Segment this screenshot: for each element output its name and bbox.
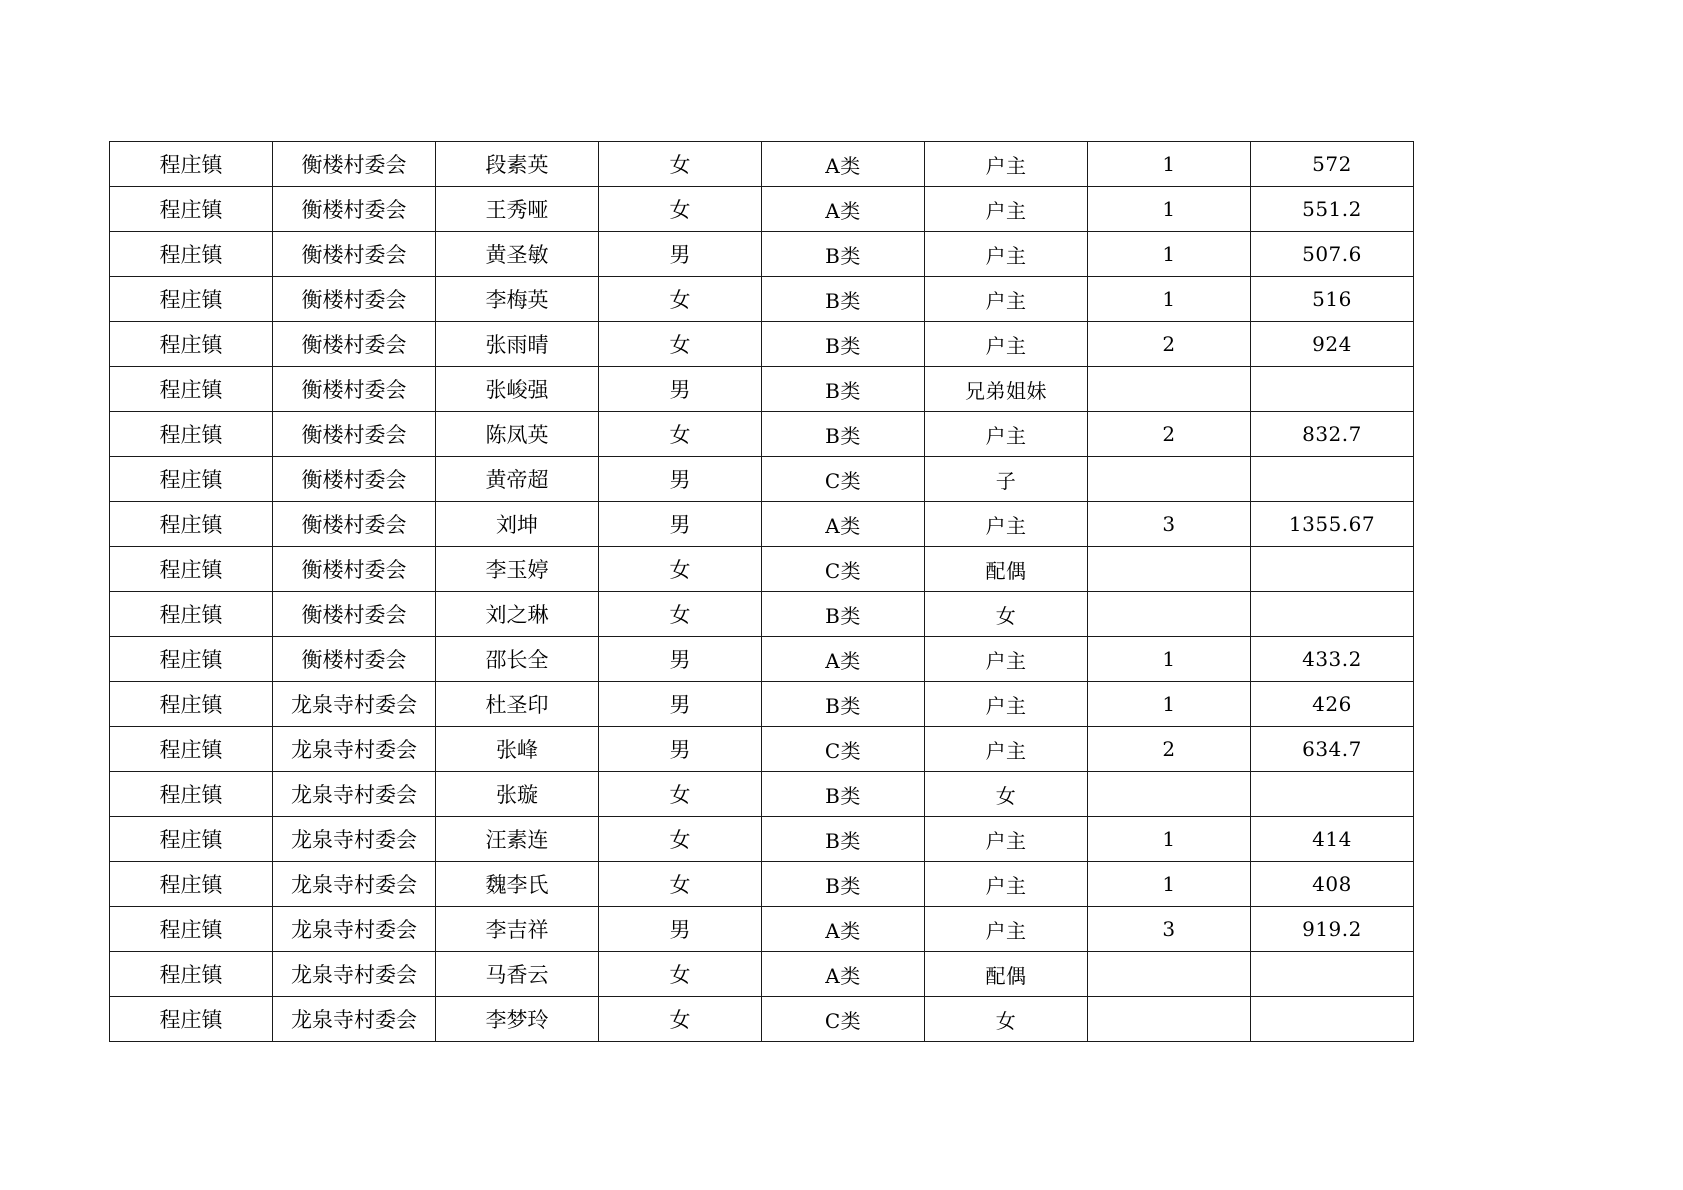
cell-town: 程庄镇 — [110, 322, 273, 367]
table-row — [110, 862, 1414, 907]
cell-gender: 女 — [599, 277, 762, 322]
cell-relation: 女 — [925, 997, 1088, 1042]
cell-household-size: 1 — [1088, 682, 1251, 727]
cell-gender: 男 — [599, 727, 762, 772]
cell-amount: 634.7 — [1251, 727, 1414, 772]
cell-gender: 男 — [599, 682, 762, 727]
cell-village: 衡楼村委会 — [273, 637, 436, 682]
cell-town: 程庄镇 — [110, 727, 273, 772]
cell-village: 衡楼村委会 — [273, 232, 436, 277]
cell-category: B类 — [762, 682, 925, 727]
cell-category: B类 — [762, 277, 925, 322]
cell-category: B类 — [762, 772, 925, 817]
cell-household-size — [1088, 457, 1251, 502]
cell-household-size — [1088, 952, 1251, 997]
cell-name: 段素英 — [436, 142, 599, 187]
cell-town: 程庄镇 — [110, 412, 273, 457]
cell-village: 衡楼村委会 — [273, 547, 436, 592]
cell-name: 李玉婷 — [436, 547, 599, 592]
cell-village: 龙泉寺村委会 — [273, 862, 436, 907]
cell-town: 程庄镇 — [110, 862, 273, 907]
cell-town: 程庄镇 — [110, 772, 273, 817]
cell-village: 龙泉寺村委会 — [273, 727, 436, 772]
cell-category: C类 — [762, 997, 925, 1042]
cell-town: 程庄镇 — [110, 907, 273, 952]
table-row — [110, 547, 1414, 592]
cell-relation: 配偶 — [925, 547, 1088, 592]
cell-gender: 女 — [599, 547, 762, 592]
cell-amount — [1251, 772, 1414, 817]
cell-gender: 女 — [599, 322, 762, 367]
cell-gender: 女 — [599, 817, 762, 862]
cell-town: 程庄镇 — [110, 682, 273, 727]
cell-category: A类 — [762, 142, 925, 187]
cell-town: 程庄镇 — [110, 232, 273, 277]
cell-name: 刘之琳 — [436, 592, 599, 637]
table-row — [110, 727, 1414, 772]
table-row — [110, 637, 1414, 682]
cell-relation: 户主 — [925, 277, 1088, 322]
cell-household-size: 1 — [1088, 187, 1251, 232]
cell-name: 王秀哑 — [436, 187, 599, 232]
cell-gender: 女 — [599, 952, 762, 997]
cell-relation: 户主 — [925, 502, 1088, 547]
cell-household-size: 2 — [1088, 412, 1251, 457]
cell-village: 衡楼村委会 — [273, 502, 436, 547]
cell-relation: 户主 — [925, 412, 1088, 457]
cell-village: 衡楼村委会 — [273, 187, 436, 232]
cell-relation: 户主 — [925, 817, 1088, 862]
table-row — [110, 457, 1414, 502]
cell-village: 衡楼村委会 — [273, 142, 436, 187]
cell-gender: 男 — [599, 367, 762, 412]
cell-relation: 兄弟姐妹 — [925, 367, 1088, 412]
cell-amount: 551.2 — [1251, 187, 1414, 232]
cell-name: 张璇 — [436, 772, 599, 817]
cell-amount: 507.6 — [1251, 232, 1414, 277]
cell-village: 衡楼村委会 — [273, 367, 436, 412]
cell-village: 龙泉寺村委会 — [273, 682, 436, 727]
cell-category: A类 — [762, 502, 925, 547]
cell-gender: 女 — [599, 142, 762, 187]
cell-village: 衡楼村委会 — [273, 412, 436, 457]
cell-village: 衡楼村委会 — [273, 592, 436, 637]
cell-household-size: 1 — [1088, 817, 1251, 862]
cell-household-size — [1088, 367, 1251, 412]
cell-amount — [1251, 997, 1414, 1042]
cell-name: 李梦玲 — [436, 997, 599, 1042]
cell-gender: 女 — [599, 772, 762, 817]
table-row — [110, 907, 1414, 952]
cell-category: B类 — [762, 412, 925, 457]
cell-household-size — [1088, 997, 1251, 1042]
cell-household-size: 2 — [1088, 727, 1251, 772]
cell-name: 李吉祥 — [436, 907, 599, 952]
cell-village: 龙泉寺村委会 — [273, 817, 436, 862]
cell-town: 程庄镇 — [110, 502, 273, 547]
cell-name: 杜圣印 — [436, 682, 599, 727]
cell-amount: 426 — [1251, 682, 1414, 727]
table-row — [110, 997, 1414, 1042]
cell-name: 汪素连 — [436, 817, 599, 862]
cell-household-size — [1088, 592, 1251, 637]
cell-name: 邵长全 — [436, 637, 599, 682]
cell-gender: 女 — [599, 592, 762, 637]
cell-relation: 户主 — [925, 232, 1088, 277]
cell-amount — [1251, 367, 1414, 412]
cell-category: B类 — [762, 367, 925, 412]
cell-town: 程庄镇 — [110, 277, 273, 322]
table-body — [110, 142, 1414, 1042]
cell-name: 刘坤 — [436, 502, 599, 547]
cell-amount: 832.7 — [1251, 412, 1414, 457]
cell-relation: 配偶 — [925, 952, 1088, 997]
cell-category: A类 — [762, 907, 925, 952]
cell-category: C类 — [762, 547, 925, 592]
cell-town: 程庄镇 — [110, 817, 273, 862]
cell-town: 程庄镇 — [110, 592, 273, 637]
cell-category: A类 — [762, 637, 925, 682]
cell-category: B类 — [762, 862, 925, 907]
cell-household-size: 1 — [1088, 142, 1251, 187]
cell-name: 黄圣敏 — [436, 232, 599, 277]
cell-household-size: 3 — [1088, 907, 1251, 952]
cell-category: C类 — [762, 727, 925, 772]
cell-village: 龙泉寺村委会 — [273, 772, 436, 817]
cell-household-size: 1 — [1088, 637, 1251, 682]
cell-category: A类 — [762, 952, 925, 997]
table-row — [110, 412, 1414, 457]
table-row — [110, 592, 1414, 637]
cell-name: 张峻强 — [436, 367, 599, 412]
cell-amount: 516 — [1251, 277, 1414, 322]
cell-relation: 子 — [925, 457, 1088, 502]
cell-relation: 户主 — [925, 142, 1088, 187]
cell-gender: 女 — [599, 997, 762, 1042]
cell-relation: 户主 — [925, 727, 1088, 772]
cell-village: 衡楼村委会 — [273, 322, 436, 367]
cell-town: 程庄镇 — [110, 187, 273, 232]
cell-amount — [1251, 457, 1414, 502]
cell-town: 程庄镇 — [110, 457, 273, 502]
cell-amount: 572 — [1251, 142, 1414, 187]
cell-household-size: 1 — [1088, 232, 1251, 277]
cell-relation: 户主 — [925, 862, 1088, 907]
cell-amount: 924 — [1251, 322, 1414, 367]
cell-relation: 女 — [925, 772, 1088, 817]
cell-village: 龙泉寺村委会 — [273, 997, 436, 1042]
cell-town: 程庄镇 — [110, 547, 273, 592]
cell-gender: 女 — [599, 412, 762, 457]
cell-relation: 户主 — [925, 187, 1088, 232]
cell-relation: 户主 — [925, 322, 1088, 367]
cell-relation: 户主 — [925, 682, 1088, 727]
cell-relation: 户主 — [925, 637, 1088, 682]
cell-village: 衡楼村委会 — [273, 277, 436, 322]
cell-amount: 433.2 — [1251, 637, 1414, 682]
cell-name: 魏李氏 — [436, 862, 599, 907]
cell-name: 张峰 — [436, 727, 599, 772]
cell-name: 陈凤英 — [436, 412, 599, 457]
cell-name: 马香云 — [436, 952, 599, 997]
cell-village: 龙泉寺村委会 — [273, 952, 436, 997]
table-row — [110, 682, 1414, 727]
table-row — [110, 232, 1414, 277]
cell-household-size: 3 — [1088, 502, 1251, 547]
cell-village: 龙泉寺村委会 — [273, 907, 436, 952]
table-row — [110, 142, 1414, 187]
cell-town: 程庄镇 — [110, 637, 273, 682]
cell-household-size: 1 — [1088, 862, 1251, 907]
cell-town: 程庄镇 — [110, 367, 273, 412]
table-row — [110, 322, 1414, 367]
cell-category: B类 — [762, 592, 925, 637]
document-page — [109, 141, 1414, 1042]
table-row — [110, 502, 1414, 547]
cell-amount: 414 — [1251, 817, 1414, 862]
cell-town: 程庄镇 — [110, 142, 273, 187]
table-row — [110, 277, 1414, 322]
cell-relation: 女 — [925, 592, 1088, 637]
cell-gender: 男 — [599, 502, 762, 547]
cell-amount — [1251, 547, 1414, 592]
cell-name: 黄帝超 — [436, 457, 599, 502]
cell-category: B类 — [762, 322, 925, 367]
cell-household-size — [1088, 547, 1251, 592]
cell-category: A类 — [762, 187, 925, 232]
table-row — [110, 952, 1414, 997]
cell-name: 李梅英 — [436, 277, 599, 322]
cell-amount — [1251, 952, 1414, 997]
cell-town: 程庄镇 — [110, 997, 273, 1042]
cell-relation: 户主 — [925, 907, 1088, 952]
cell-household-size: 2 — [1088, 322, 1251, 367]
cell-village: 衡楼村委会 — [273, 457, 436, 502]
table-row — [110, 817, 1414, 862]
cell-town: 程庄镇 — [110, 952, 273, 997]
cell-gender: 女 — [599, 187, 762, 232]
cell-household-size: 1 — [1088, 277, 1251, 322]
cell-category: B类 — [762, 232, 925, 277]
cell-category: B类 — [762, 817, 925, 862]
cell-gender: 男 — [599, 907, 762, 952]
table-row — [110, 772, 1414, 817]
cell-category: C类 — [762, 457, 925, 502]
cell-amount: 919.2 — [1251, 907, 1414, 952]
cell-household-size — [1088, 772, 1251, 817]
table-row — [110, 187, 1414, 232]
cell-name: 张雨晴 — [436, 322, 599, 367]
data-table — [109, 141, 1414, 1042]
cell-amount: 1355.67 — [1251, 502, 1414, 547]
cell-amount: 408 — [1251, 862, 1414, 907]
cell-gender: 男 — [599, 232, 762, 277]
cell-gender: 男 — [599, 637, 762, 682]
cell-gender: 男 — [599, 457, 762, 502]
cell-gender: 女 — [599, 862, 762, 907]
table-row — [110, 367, 1414, 412]
cell-amount — [1251, 592, 1414, 637]
